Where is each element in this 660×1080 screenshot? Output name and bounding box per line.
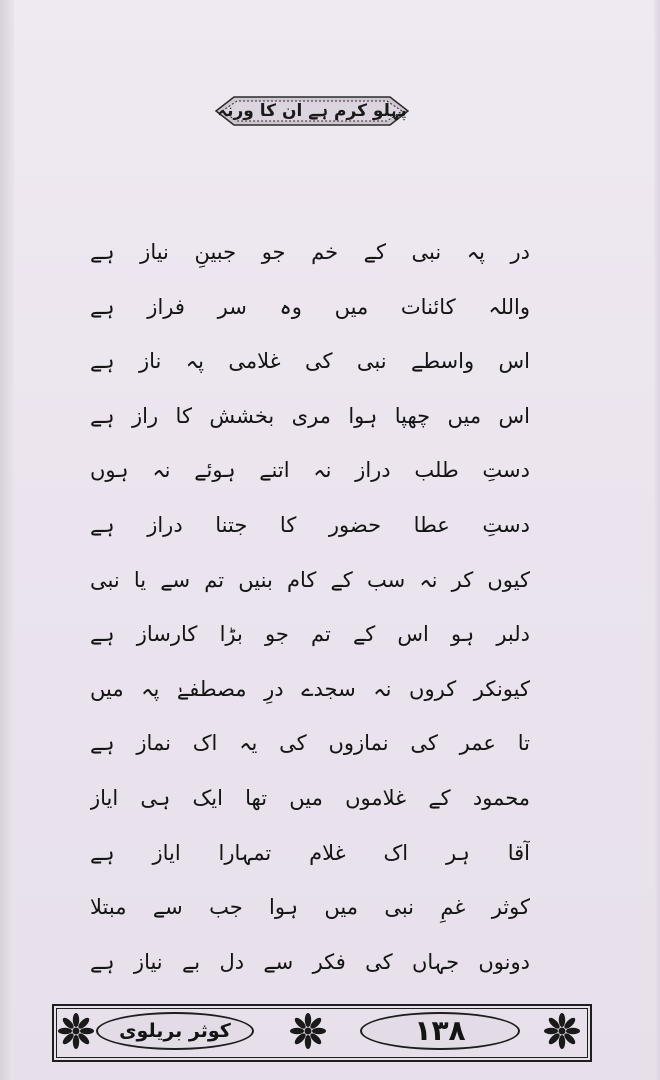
page-left-edge [0,0,14,1080]
verse-line: در پہ نبی کے خم جو جبینِ نیاز ہے [90,240,530,264]
verse-line: دستِ عطا حضور کا جتنا دراز ہے [90,512,530,537]
verse-line: دونوں جہاں کی فکر سے دل بے نیاز ہے [90,949,530,974]
verse-line: تا عمر کی نمازوں کی یہ اک نماز ہے [90,731,530,756]
verse-line: کیوں کر نہ سب کے کام بنیں تم سے یا نبی [90,567,530,592]
verse-line: اس میں چھپا ہوا مری بخشش کا راز ہے [90,403,530,428]
header-title: پہلو کرم ہے ان کا ورنہ [217,101,407,121]
asterisk-flower-icon [288,1011,328,1051]
author-name: کوثر بریلوی [96,1012,254,1050]
poem [90,225,530,989]
verse-line: محمود کے غلاموں میں تھا ایک ہی ایاز [90,785,530,810]
verse-line: آقا ہر اک غلام تمہارا ایاز ہے [90,840,530,865]
verse-line: دلبر ہو اس کے تم جو بڑا کارساز ہے [90,622,530,647]
page-right-edge [654,0,660,1080]
header-banner [212,91,412,131]
asterisk-flower-icon [56,1011,96,1051]
page-number: ۱۳۸ [360,1012,520,1050]
verse-line: واللہ کائنات میں وہ سر فراز ہے [90,294,530,319]
verse-line: دستِ طلب دراز نہ اتنے ہوئے نہ ہوں [90,458,530,483]
verse-line: کیونکر کروں نہ سجدے درِ مصطفےٰ پہ میں [90,676,530,701]
verse-line: اس واسطے نبی کی غلامی پہ ناز ہے [90,349,530,374]
asterisk-flower-icon [542,1011,582,1051]
page-footer [52,1004,592,1062]
verse-line: کوثر غمِ نبی میں ہوا جب سے مبتلا [90,895,530,920]
